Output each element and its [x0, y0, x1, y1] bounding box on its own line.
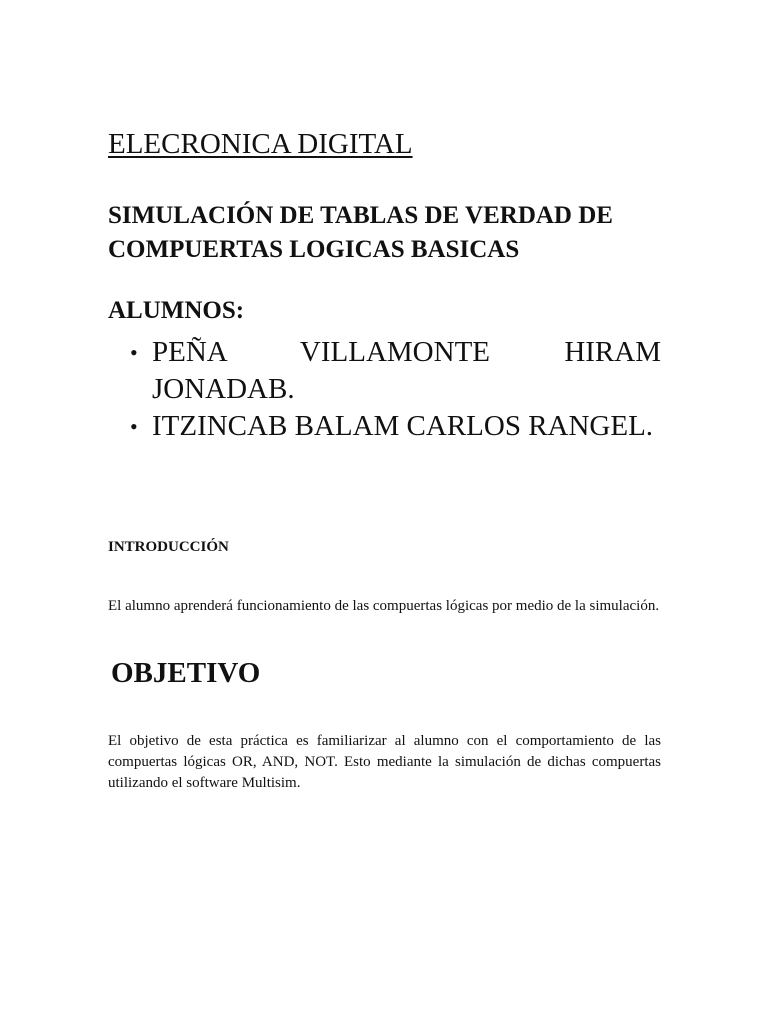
list-item — [108, 408, 661, 445]
bullet-icon: • — [130, 414, 138, 439]
objective-heading: OBJETIVO — [111, 657, 261, 689]
student-name: ITZINCAB BALAM CARLOS RANGEL. — [152, 410, 654, 442]
students-label: ALUMNOS: — [108, 297, 245, 324]
introduction-heading: INTRODUCCIÓN — [108, 539, 229, 555]
student-name: PEÑA VILLAMONTE HIRAM JONADAB. — [152, 336, 661, 405]
list-item — [108, 334, 661, 408]
introduction-paragraph: El alumno aprenderá funcionamiento de las compuertas lógicas por medio de la simulación. — [108, 598, 660, 614]
students-list — [108, 334, 661, 445]
objective-paragraph: El objetivo de esta práctica es familiarizar al alumno con el comportamiento de las compuertas lógicas OR, AND, NOT. Esto mediante la simulación de dichas compuertas utilizando el software Multisim. — [108, 733, 661, 791]
bullet-icon: • — [130, 340, 138, 365]
course-title: ELECRONICA DIGITAL — [108, 128, 413, 160]
document-title: SIMULACIÓN DE TABLAS DE VERDAD DE COMPUERTAS LOGICAS BASICAS — [108, 202, 613, 263]
